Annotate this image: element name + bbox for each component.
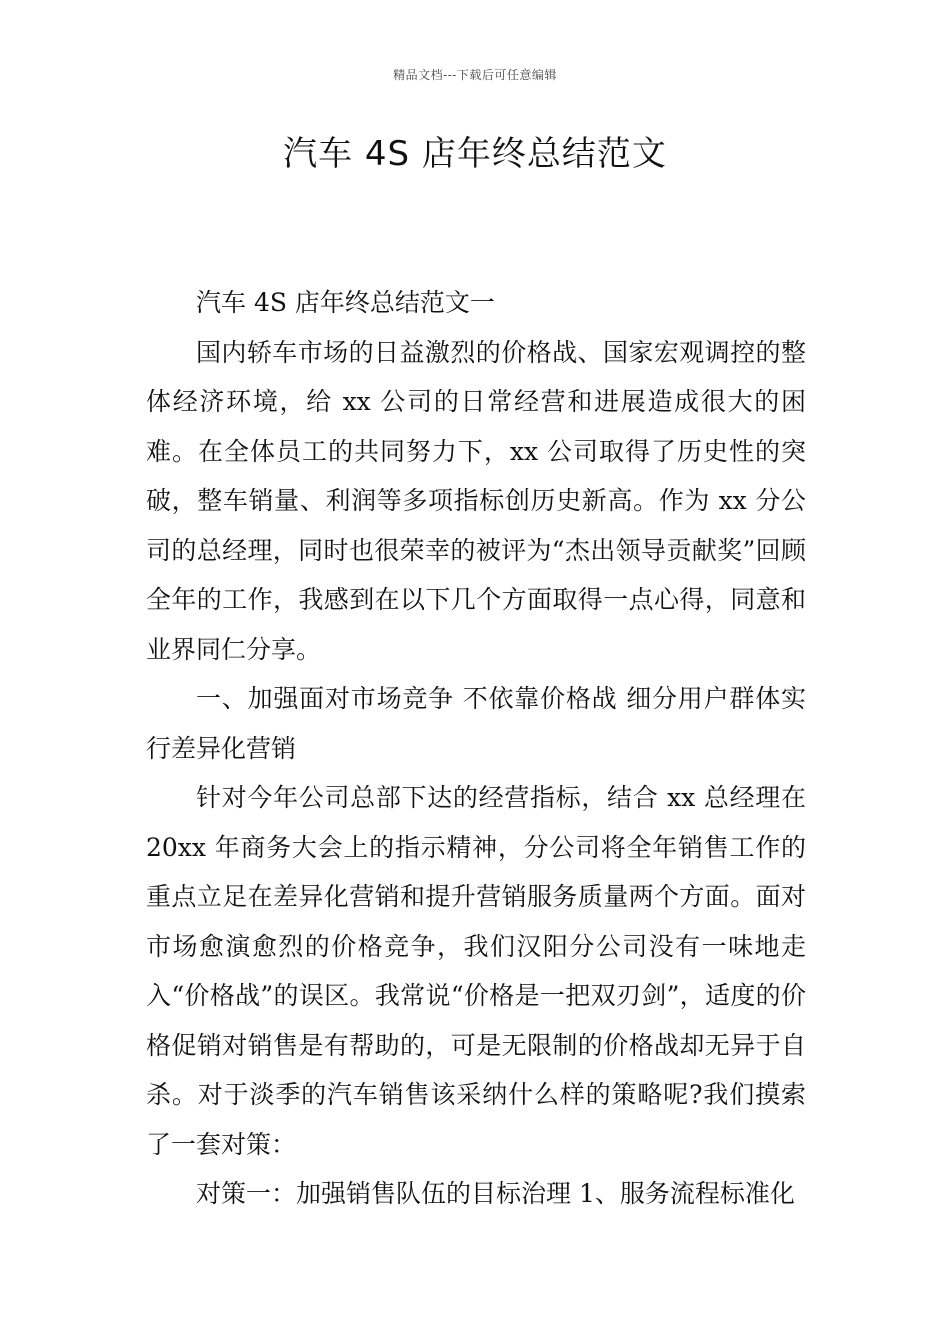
subsection-heading: 一、加强面对市场竞争 不依靠价格战 细分用户群体实行差异化营销 — [146, 684, 806, 763]
document-body — [146, 278, 806, 1219]
body-paragraph: 针对今年公司总部下达的经营指标，结合 xx 总经理在 20xx 年商务大会上的指示精神，分公司将全年销售工作的重点立足在差异化营销和提升营销服务质量两个方面。面对市场愈演愈烈的价格竞争，我们汉阳分公司没有一味地走入“价格战”的误区。我常说“价格是一把双刃剑”，适度的价格促销对销售是有帮助的，可是无限制的价格战却无异于自杀。对于淡季的汽车销售该采纳什么样的策略呢?我们摸索了一套对策： — [146, 783, 806, 1159]
section-heading: 汽车 4S 店年终总结范文一 — [196, 288, 495, 317]
body-paragraph: 国内轿车市场的日益激烈的价格战、国家宏观调控的整体经济环境，给 xx 公司的日常经营和进展造成很大的困难。在全体员工的共同努力下，xx 公司取得了历史性的突破，整车销量、利润等多项指标创历史新高。作为 xx 分公司的总经理，同时也很荣幸的被评为“杰出领导贡献奖”回顾全年的工作，我感到在以下几个方面取得一点心得，同意和业界同仁分享。 — [146, 337, 806, 664]
body-paragraph: 对策一：加强销售队伍的目标治理 1、服务流程标准化 — [196, 1179, 795, 1208]
header-note: 精品文档---下载后可任意编辑 — [393, 68, 557, 82]
document-title: 汽车 4S 店年终总结范文 — [283, 134, 667, 174]
